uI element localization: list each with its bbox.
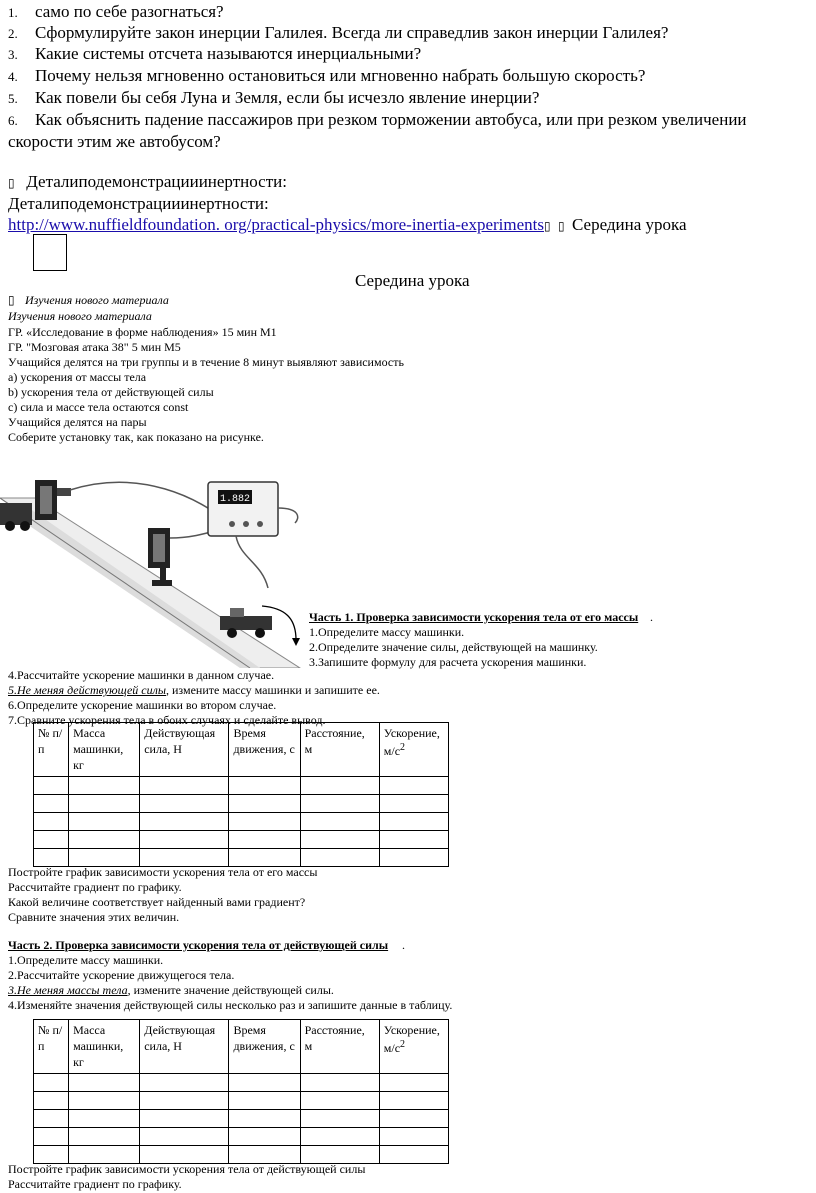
table-cell[interactable] [69,1127,140,1145]
cart-left [0,503,32,531]
table-cell[interactable] [34,1091,69,1109]
table-cell[interactable] [300,830,379,848]
table-cell[interactable] [140,1091,229,1109]
table-header-cell [379,723,448,777]
lesson-line: Соберите установку так, как показано на рисунке. [8,430,264,444]
table-cell[interactable] [69,812,140,830]
part2-step-3 [8,983,334,998]
table-header-cell: Действующая сила, Н [140,723,229,777]
table-cell[interactable] [379,1145,448,1163]
part2-table [33,1019,449,1164]
table-cell[interactable] [34,1127,69,1145]
part1-step: 3.Запишите формулу для расчета ускорения машинки. [309,655,587,669]
table-header-cell: Масса машинки, кг [69,1020,140,1074]
part2-title-period: . [402,938,405,952]
table-cell[interactable] [69,1073,140,1091]
accel-header-sup: 2 [400,742,406,754]
table-cell[interactable] [69,848,140,866]
table-cell[interactable] [34,794,69,812]
table-cell[interactable] [300,848,379,866]
question-1 [8,2,224,22]
table-header-cell: Действующая сила, Н [140,1020,229,1074]
table-header-cell: Время движения, с [229,723,300,777]
table-row [34,794,449,812]
question-2 [8,23,668,43]
table-cell[interactable] [140,1145,229,1163]
part1-title-text: Часть 1. Проверка зависимости ускорения тела от его массы [309,610,639,624]
part1-step: 2.Определите значение силы, действующей на машинку. [309,640,598,654]
demo-heading-text: Деталиподемонстрацииинертности: [26,172,287,191]
question-6 [8,110,747,130]
table-row [34,1145,449,1163]
step-emphasis: 5.Не меняя действующей силы [8,683,166,697]
table-cell[interactable] [300,794,379,812]
table-cell[interactable] [34,1145,69,1163]
table-cell[interactable] [229,1127,300,1145]
table-cell[interactable] [300,1091,379,1109]
lesson-line: ГР. «Исследование в форме наблюдения» 15 мин М1 [8,325,277,339]
part1-step-5 [8,683,380,698]
missing-glyph-icon: ▯ [543,219,551,233]
accel-header-text: Ускорение, м/с [383,726,440,759]
question-number: 1. [8,5,18,20]
demo-link-suffix: Середина урока [571,215,687,234]
part1-table [33,722,449,867]
lesson-line: а) ускорения от массы тела [8,370,147,384]
table-cell[interactable] [69,1109,140,1127]
table-cell[interactable] [140,812,229,830]
timer-device [208,482,298,588]
part2-title-text: Часть 2. Проверка зависимости ускорения тела от действующей силы [8,938,389,952]
table-cell[interactable] [300,1127,379,1145]
table-cell[interactable] [379,1091,448,1109]
question-5 [8,88,539,108]
question-number: 4. [8,69,18,84]
table-cell[interactable] [140,830,229,848]
table-cell[interactable] [229,830,300,848]
table-cell[interactable] [379,830,448,848]
table-cell[interactable] [140,776,229,794]
middle-title: Середина урока [355,271,470,290]
table-cell[interactable] [379,794,448,812]
table-cell[interactable] [229,1091,300,1109]
table-header-cell: № п/п [34,1020,69,1074]
table-cell[interactable] [34,1109,69,1127]
question-text: Какие системы отсчета называются инерциальными? [35,44,422,63]
demo-heading-bulleted [8,172,287,192]
table-cell[interactable] [300,776,379,794]
table-row [34,1127,449,1145]
table-row [34,1073,449,1091]
table-cell[interactable] [69,830,140,848]
part2-step: 2.Рассчитайте ускорение движущегося тела. [8,968,235,982]
table-cell[interactable] [300,812,379,830]
part2-step: 4.Изменяйте значения действующей силы несколько раз и запишите данные в таблицу. [8,998,453,1012]
step-emphasis: 3.Не меняя массы тела [8,983,128,997]
table-cell[interactable] [229,776,300,794]
table-row [34,1109,449,1127]
part1-step: 7.Сравните ускорения тела в обоих случаях и сделайте вывод. [8,713,326,727]
question-6-continuation: скорости этим же автобусом? [8,132,221,151]
apparatus-illustration [0,468,310,668]
table-cell[interactable] [34,1073,69,1091]
part1-step: 6.Определите ускорение машинки во втором случае. [8,698,277,712]
lesson-line: c) сила и массе тела остаются const [8,400,189,414]
table-cell[interactable] [229,848,300,866]
missing-glyph-icon: ▯ [8,176,15,190]
table-cell[interactable] [34,830,69,848]
part2-title [8,938,388,953]
table-cell[interactable] [69,794,140,812]
table-row [34,830,449,848]
new-material-bulleted [8,293,169,308]
accel-header-text: Ускорение, м/с [383,1023,440,1056]
lesson-line: Учащийся делятся на три группы и в течение 8 минут выявляют зависимость [8,355,404,369]
question-text: Как объяснить падение пассажиров при резком торможении автобуса, или при резком увеличении [35,110,747,129]
missing-glyph-icon: ▯ [8,293,15,307]
demo-link-line [8,215,687,235]
table-cell[interactable] [140,1109,229,1127]
table-header-row [34,723,449,777]
part1-step: 1.Определите массу машинки. [309,625,465,639]
table-cell[interactable] [379,812,448,830]
part2-step: 1.Определите массу машинки. [8,953,164,967]
table-cell[interactable] [69,1145,140,1163]
table-cell[interactable] [140,848,229,866]
part1-after-line: Какой величине соответствует найденный вами градиент? [8,895,306,909]
step-rest: , измените массу машинки и запишите ее. [166,683,380,697]
table-cell[interactable] [229,1145,300,1163]
table-row [34,1091,449,1109]
demo-heading: Деталиподемонстрацииинертности: [8,194,269,213]
table-cell[interactable] [229,794,300,812]
table-cell[interactable] [229,812,300,830]
question-number: 5. [8,91,18,106]
step-rest: , измените значение действующей силы. [127,983,334,997]
table-cell[interactable] [300,1109,379,1127]
table-header-cell: Расстояние, м [300,1020,379,1074]
table-cell[interactable] [300,1145,379,1163]
table-cell[interactable] [34,848,69,866]
table-cell[interactable] [229,1073,300,1091]
part1-step: 4.Рассчитайте ускорение машинки в данном случае. [8,668,275,682]
table-cell[interactable] [140,794,229,812]
table-cell[interactable] [34,776,69,794]
question-number: 2. [8,26,18,41]
table-cell[interactable] [69,1091,140,1109]
table-cell[interactable] [140,1127,229,1145]
question-text: Как повели бы себя Луна и Земля, если бы исчезло явление инерции? [35,88,540,107]
table-header-cell: № п/п [34,723,69,777]
table-cell[interactable] [379,848,448,866]
new-material-heading: Изучения нового материала [8,309,152,323]
table-header-cell: Время движения, с [229,1020,300,1074]
table-cell[interactable] [379,1073,448,1091]
table-header-cell: Масса машинки, кг [69,723,140,777]
part1-title-period: . [650,610,653,624]
table-cell[interactable] [379,1127,448,1145]
table-header-cell [379,1020,448,1074]
table-row [34,848,449,866]
empty-image-placeholder [33,234,67,271]
accel-header-sup: 2 [400,1039,406,1051]
table-header-cell: Расстояние, м [300,723,379,777]
part2-after-line: Постройте график зависимости ускорения тела от действующей силы [8,1162,366,1176]
timer-display: 1.882 [219,494,251,505]
new-material-text: Изучения нового материала [25,293,169,307]
table-cell[interactable] [379,776,448,794]
part1-after-line: Постройте график зависимости ускорения тела от его массы [8,865,318,879]
part1-after-line: Сравните значения этих величин. [8,910,180,924]
question-number: 3. [8,47,18,62]
question-3 [8,44,421,64]
table-cell[interactable] [69,776,140,794]
light-gate-1 [35,480,71,520]
table-row [34,776,449,794]
missing-glyph-icon: ▯ [557,219,565,233]
table-cell[interactable] [229,1109,300,1127]
table-cell[interactable] [140,1073,229,1091]
lesson-line: ГР. "Мозговая атака 38" 5 мин М5 [8,340,181,354]
table-cell[interactable] [379,1109,448,1127]
part2-after-line: Рассчитайте градиент по графику. [8,1177,182,1191]
question-text: Сформулируйте закон инерции Галилея. Всегда ли справедлив закон инерции Галилея? [35,23,669,42]
question-4 [8,66,645,86]
part1-title [309,610,638,625]
question-number: 6. [8,113,18,128]
table-cell[interactable] [34,812,69,830]
table-cell[interactable] [300,1073,379,1091]
question-text: само по себе разогнаться? [35,2,224,21]
part1-after-line: Рассчитайте градиент по графику. [8,880,182,894]
table-row [34,812,449,830]
demo-link[interactable]: http://www.nuffieldfoundation. org/practical-physics/more-inertia-experiments [8,215,544,234]
lesson-line: b) ускорения тела от действующей силы [8,385,214,399]
question-text: Почему нельзя мгновенно остановиться или мгновенно набрать большую скорость? [35,66,646,85]
lesson-line: Учащийся делятся на пары [8,415,147,429]
table-header-row [34,1020,449,1074]
